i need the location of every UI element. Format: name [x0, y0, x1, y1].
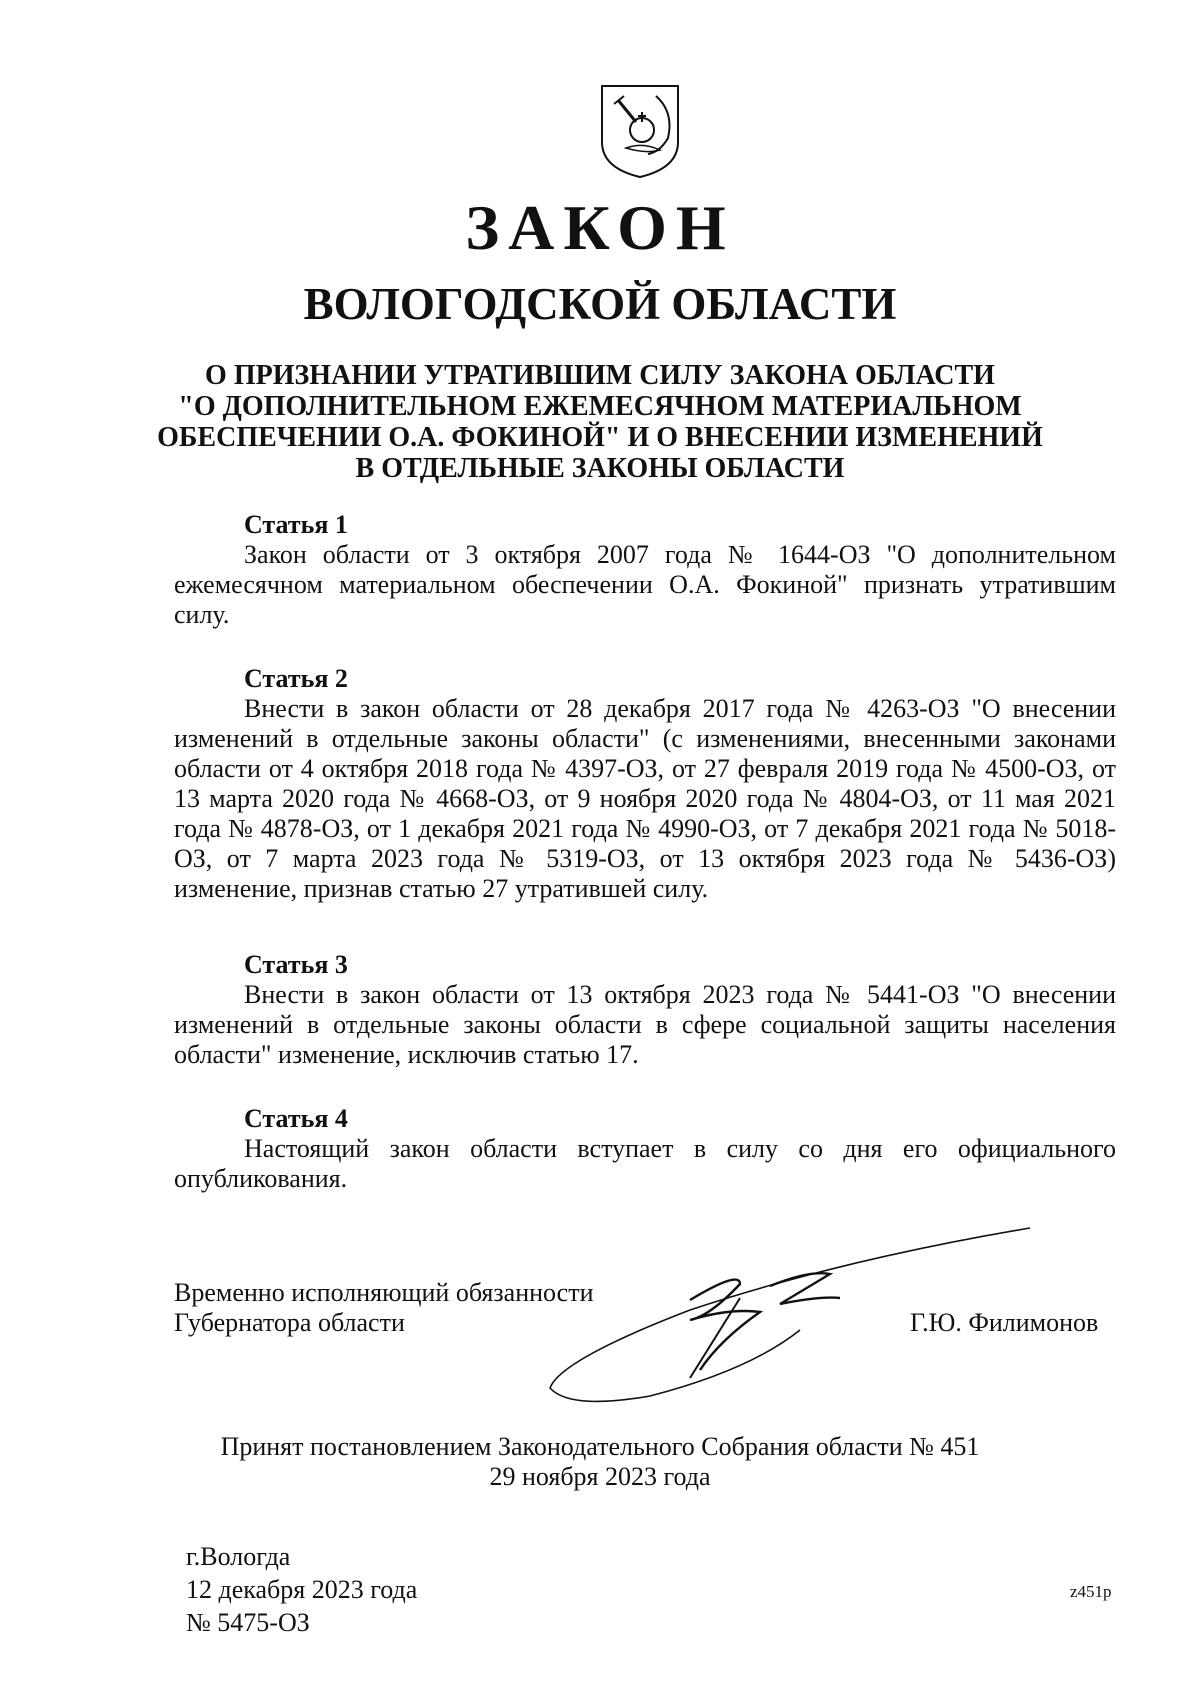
law-subject — [150, 360, 1050, 484]
signing-details — [186, 1540, 417, 1639]
signatory-position — [174, 1278, 594, 1338]
adoption-note — [0, 1432, 1200, 1492]
article-3 — [174, 950, 1116, 1070]
article-2 — [174, 664, 1116, 904]
signatory-name: Г.Ю. Филимонов — [910, 1308, 1099, 1337]
article-text: Внести в закон области от 28 декабря 2017 года № 4263-ОЗ "О внесении изменений в отдельные законы области" (с изменениями, внесенными законами области от 4 октября 2018 года № 4397-ОЗ, от 27 февраля 2019 года № 4500-ОЗ, от 13 марта 2020 года № 4668-ОЗ, от 9 ноября 2020 года № 4804-ОЗ, от 11 мая 2021 года № 4878-ОЗ, от 1 декабря 2021 года № 4990-ОЗ, от 7 декабря 2021 года № 5018-ОЗ, от 7 марта 2023 года № 5319-ОЗ, от 13 октября 2023 года № 5436-ОЗ) изменение, признав статью 27 утратившей силу. — [174, 694, 1116, 903]
signatory-position-line: Губернатора области — [174, 1308, 405, 1337]
law-subject-line: ОБЕСПЕЧЕНИИ О.А. ФОКИНОЙ" И О ВНЕСЕНИИ ИЗМЕНЕНИЙ — [157, 422, 1043, 453]
law-subject-line: В ОТДЕЛЬНЫЕ ЗАКОНЫ ОБЛАСТИ — [355, 453, 845, 484]
signatory-position-line: Временно исполняющий обязанности — [174, 1278, 594, 1307]
signing-city: г.Вологда — [186, 1542, 291, 1571]
law-subject-line: "О ДОПОЛНИТЕЛЬНОМ ЕЖЕМЕСЯЧНОМ МАТЕРИАЛЬНОМ — [178, 391, 1022, 422]
article-heading: Статья 4 — [244, 1104, 348, 1133]
article-heading: Статья 1 — [244, 510, 348, 539]
article-heading: Статья 2 — [244, 664, 348, 693]
article-text: Закон области от 3 октября 2007 года № 1644-ОЗ "О дополнительном ежемесячном материальном обеспечении О.А. Фокиной" признать утратившим силу. — [174, 540, 1116, 629]
coat-of-arms-icon — [598, 82, 682, 180]
article-text: Настоящий закон области вступает в силу со дня его официального опубликования. — [174, 1134, 1116, 1193]
document-title: ЗАКОН — [465, 192, 735, 263]
document-code: z451p — [1070, 1582, 1112, 1601]
article-1 — [174, 510, 1116, 630]
article-text: Внести в закон области от 13 октября 2023 года № 5441-ОЗ "О внесении изменений в отдельные законы области в сфере социальной защиты населения области" изменение, исключив статью 17. — [174, 980, 1116, 1069]
article-heading: Статья 3 — [244, 950, 348, 979]
law-number: № 5475-ОЗ — [186, 1608, 310, 1637]
law-subject-line: О ПРИЗНАНИИ УТРАТИВШИМ СИЛУ ЗАКОНА ОБЛАСТИ — [205, 360, 995, 391]
document-region: ВОЛОГОДСКОЙ ОБЛАСТИ — [303, 279, 897, 329]
adoption-date: 29 ноября 2023 года — [489, 1462, 711, 1491]
adoption-line: Принят постановлением Законодательного Собрания области № 451 — [220, 1432, 980, 1461]
article-4 — [174, 1104, 1116, 1194]
signing-date: 12 декабря 2023 года — [186, 1575, 418, 1604]
